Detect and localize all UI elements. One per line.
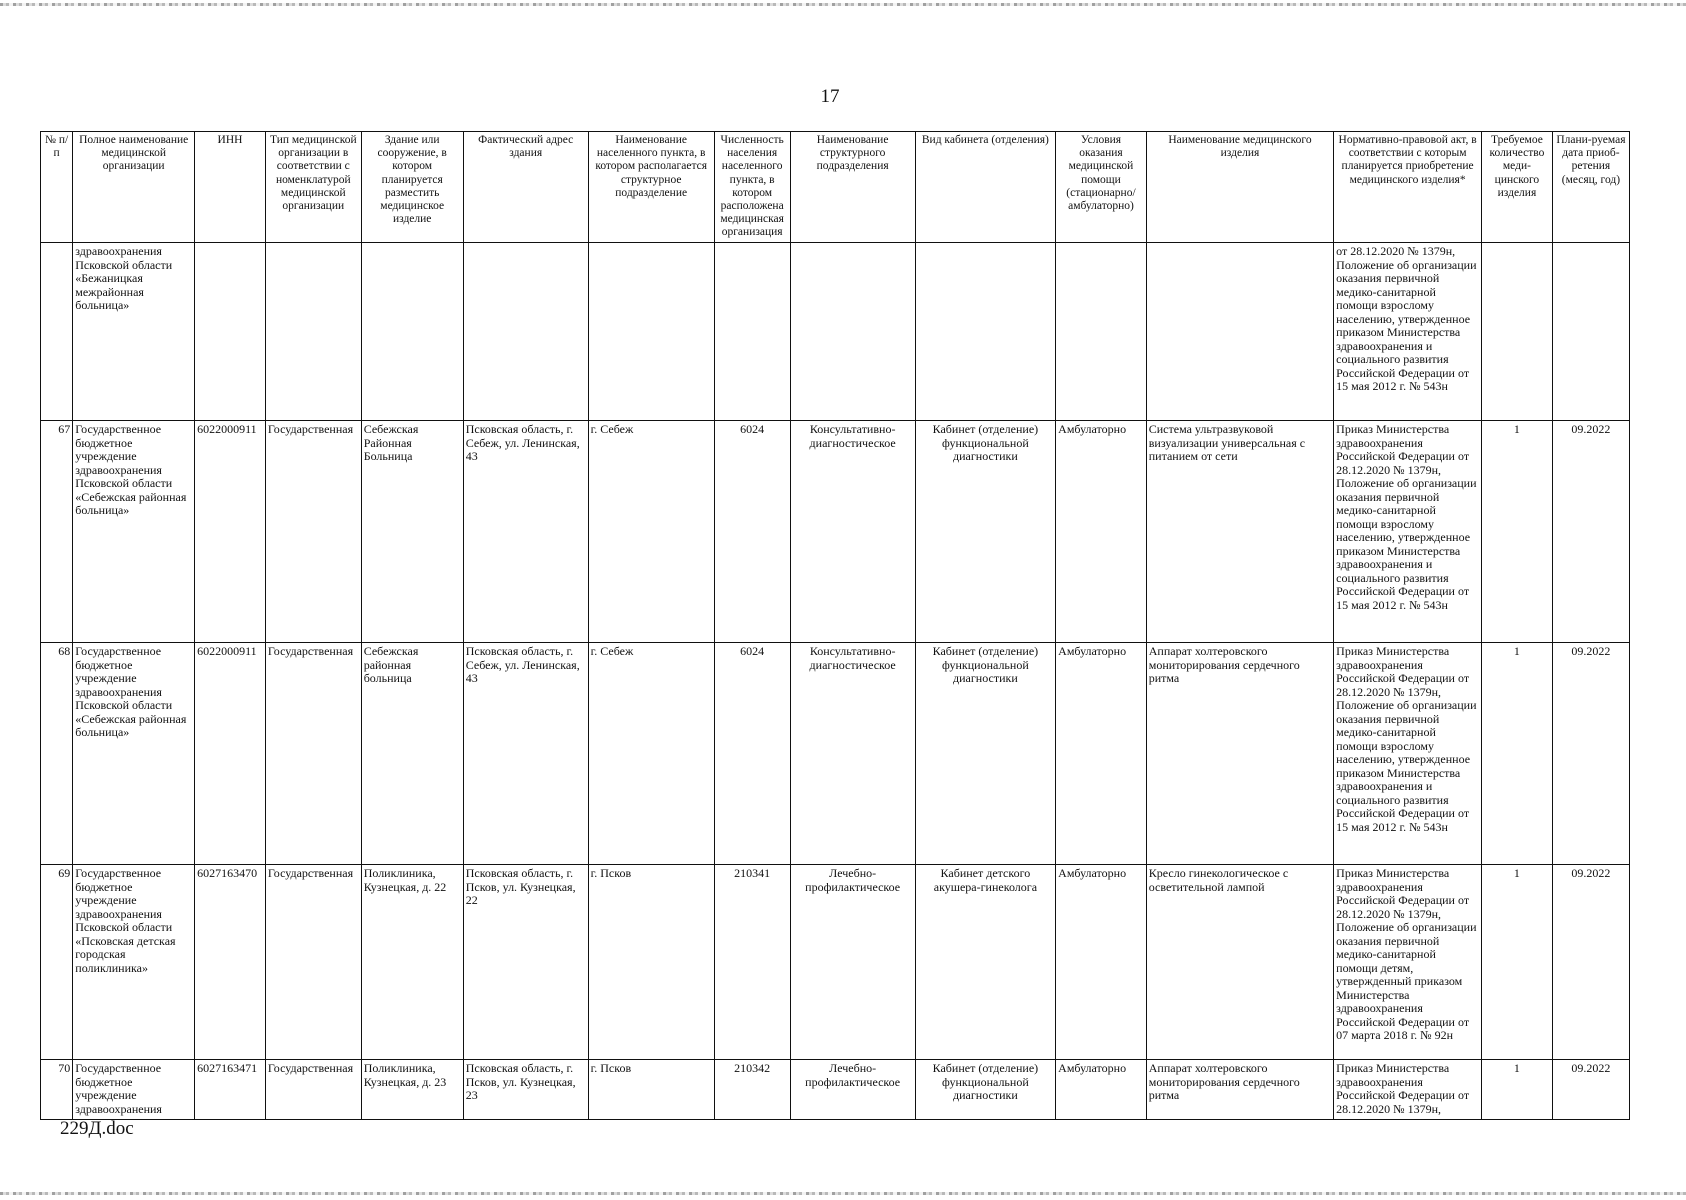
- cell-unit: Лечебно-профилактическое: [790, 1060, 915, 1120]
- cell-device: Аппарат холтеровского мониторирования сердечного ритма: [1146, 1060, 1333, 1120]
- cell-conditions: Амбулаторно: [1056, 865, 1147, 1060]
- cell-cabinet: Кабинет (отделение) функциональной диагностики: [915, 643, 1056, 865]
- cell-cabinet: [915, 243, 1056, 421]
- cell-type: Государственная: [265, 421, 361, 643]
- cell-type: Государственная: [265, 865, 361, 1060]
- cell-inn: 6022000911: [195, 421, 266, 643]
- cell-date: 09.2022: [1552, 643, 1629, 865]
- cell-locality: г. Псков: [588, 865, 714, 1060]
- cell-population: [714, 243, 790, 421]
- cell-building: Себежская Районная Больница: [361, 421, 463, 643]
- col-header-population: Численность населения населенного пункта, в котором расположена медицинская организация: [714, 132, 790, 243]
- cell-unit: [790, 243, 915, 421]
- col-header-address: Фактический адрес здания: [463, 132, 588, 243]
- col-header-building: Здание или сооружение, в котором планируется разместить медицинское изделие: [361, 132, 463, 243]
- cell-act: Приказ Министерства здравоохранения Российской Федерации от 28.12.2020 № 1379н, Положение об организации оказания первичной медико-санитарной помощи взрослому населению, утвержденное приказом Министерства здравоохранения и социального развития Российской Федерации от 15 мая 2012 г. № 543н: [1334, 421, 1482, 643]
- cell-org: Государственное бюджетное учреждение здравоохранения: [73, 1060, 195, 1120]
- cell-unit: Консультативно-диагностическое: [790, 643, 915, 865]
- col-header-locality: Наименование населенного пункта, в котором располагается структурное подразделение: [588, 132, 714, 243]
- cell-qty: 1: [1482, 643, 1553, 865]
- col-header-org: Полное наименование медицинской организации: [73, 132, 195, 243]
- cell-inn: 6022000911: [195, 643, 266, 865]
- col-header-act: Нормативно-правовой акт, в соответствии с которым планируется приобретение медицинского изделия*: [1334, 132, 1482, 243]
- scan-edge-top: [0, 3, 1686, 6]
- cell-num: 68: [41, 643, 73, 865]
- cell-conditions: Амбулаторно: [1056, 643, 1147, 865]
- cell-org: Государственное бюджетное учреждение здравоохранения Псковской области «Себежская районная больница»: [73, 421, 195, 643]
- cell-locality: г. Себеж: [588, 421, 714, 643]
- cell-population: 6024: [714, 643, 790, 865]
- col-header-type: Тип медицинской организации в соответствии с номенклатурой медицинской организации: [265, 132, 361, 243]
- cell-cabinet: Кабинет детского акушера-гинеколога: [915, 865, 1056, 1060]
- cell-population: 210342: [714, 1060, 790, 1120]
- cell-population: 6024: [714, 421, 790, 643]
- table-row: [41, 421, 1630, 643]
- table-row: [41, 865, 1630, 1060]
- cell-population: 210341: [714, 865, 790, 1060]
- cell-cabinet: Кабинет (отделение) функциональной диагностики: [915, 1060, 1056, 1120]
- cell-inn: 6027163471: [195, 1060, 266, 1120]
- cell-device: [1146, 243, 1333, 421]
- cell-org: Государственное бюджетное учреждение здравоохранения Псковской области «Себежская районная больница»: [73, 643, 195, 865]
- cell-date: 09.2022: [1552, 1060, 1629, 1120]
- cell-unit: Лечебно-профилактическое: [790, 865, 915, 1060]
- cell-address: Псковская область, г. Себеж, ул. Ленинская, 43: [463, 421, 588, 643]
- footer-filename: 229Д.doc: [60, 1118, 134, 1139]
- cell-act: Приказ Министерства здравоохранения Российской Федерации от 28.12.2020 № 1379н,: [1334, 1060, 1482, 1120]
- cell-building: Поликлиника, Кузнецкая, д. 23: [361, 1060, 463, 1120]
- scan-edge-bottom: [0, 1192, 1686, 1195]
- cell-device: Аппарат холтеровского мониторирования сердечного ритма: [1146, 643, 1333, 865]
- cell-num: 69: [41, 865, 73, 1060]
- procurement-table: [40, 131, 1630, 1120]
- col-header-date: Плани-руемая дата приоб-ретения (месяц, год): [1552, 132, 1629, 243]
- cell-type: Государственная: [265, 1060, 361, 1120]
- cell-device: Кресло гинекологическое с осветительной лампой: [1146, 865, 1333, 1060]
- cell-act: Приказ Министерства здравоохранения Российской Федерации от 28.12.2020 № 1379н, Положение об организации оказания первичной медико-санитарной помощи детям, утвержденный приказом Министерства здравоохранения Российской Федерации от 07 марта 2018 г. № 92н: [1334, 865, 1482, 1060]
- cell-date: [1552, 243, 1629, 421]
- cell-unit: Консультативно-диагностическое: [790, 421, 915, 643]
- col-header-cabinet: Вид кабинета (отделения): [915, 132, 1056, 243]
- cell-address: Псковская область, г. Псков, ул. Кузнецкая, 23: [463, 1060, 588, 1120]
- cell-conditions: [1056, 243, 1147, 421]
- cell-act: Приказ Министерства здравоохранения Российской Федерации от 28.12.2020 № 1379н, Положение об организации оказания первичной медико-санитарной помощи взрослому населению, утвержденное приказом Министерства здравоохранения и социального развития Российской Федерации от 15 мая 2012 г. № 543н: [1334, 643, 1482, 865]
- cell-locality: г. Псков: [588, 1060, 714, 1120]
- cell-address: Псковская область, г. Себеж, ул. Ленинская, 43: [463, 643, 588, 865]
- cell-address: [463, 243, 588, 421]
- col-header-inn: ИНН: [195, 132, 266, 243]
- cell-num: [41, 243, 73, 421]
- col-header-device: Наименование медицинского изделия: [1146, 132, 1333, 243]
- col-header-conditions: Условия оказания медицинской помощи (стационарно/ амбулаторно): [1056, 132, 1147, 243]
- cell-num: 67: [41, 421, 73, 643]
- cell-inn: [195, 243, 266, 421]
- cell-address: Псковская область, г. Псков, ул. Кузнецкая, 22: [463, 865, 588, 1060]
- cell-cabinet: Кабинет (отделение) функциональной диагностики: [915, 421, 1056, 643]
- col-header-unit: Наименование структурного подразделения: [790, 132, 915, 243]
- cell-date: 09.2022: [1552, 865, 1629, 1060]
- cell-org: здравоохранения Псковской области «Бежаницкая межрайонная больница»: [73, 243, 195, 421]
- cell-conditions: Амбулаторно: [1056, 421, 1147, 643]
- cell-device: Система ультразвуковой визуализации универсальная с питанием от сети: [1146, 421, 1333, 643]
- cell-inn: 6027163470: [195, 865, 266, 1060]
- cell-type: Государственная: [265, 643, 361, 865]
- cell-locality: г. Себеж: [588, 643, 714, 865]
- cell-building: Поликлиника, Кузнецкая, д. 22: [361, 865, 463, 1060]
- cell-num: 70: [41, 1060, 73, 1120]
- page-number: 17: [820, 86, 840, 107]
- table-row: [41, 643, 1630, 865]
- cell-qty: 1: [1482, 1060, 1553, 1120]
- table-row: [41, 243, 1630, 421]
- cell-locality: [588, 243, 714, 421]
- cell-type: [265, 243, 361, 421]
- cell-conditions: Амбулаторно: [1056, 1060, 1147, 1120]
- cell-date: 09.2022: [1552, 421, 1629, 643]
- cell-building: Себежская районная больница: [361, 643, 463, 865]
- table-header-row: [41, 132, 1630, 243]
- table-row: [41, 1060, 1630, 1120]
- cell-building: [361, 243, 463, 421]
- cell-act: от 28.12.2020 № 1379н, Положение об организации оказания первичной медико-санитарной помощи взрослому населению, утвержденное приказом Министерства здравоохранения и социального развития Российской Федерации от 15 мая 2012 г. № 543н: [1334, 243, 1482, 421]
- cell-qty: 1: [1482, 865, 1553, 1060]
- cell-org: Государственное бюджетное учреждение здравоохранения Псковской области «Псковская детская городская поликлиника»: [73, 865, 195, 1060]
- col-header-num: № п/п: [41, 132, 73, 243]
- col-header-qty: Требуемое количество меди-цинского изделия: [1482, 132, 1553, 243]
- cell-qty: 1: [1482, 421, 1553, 643]
- cell-qty: [1482, 243, 1553, 421]
